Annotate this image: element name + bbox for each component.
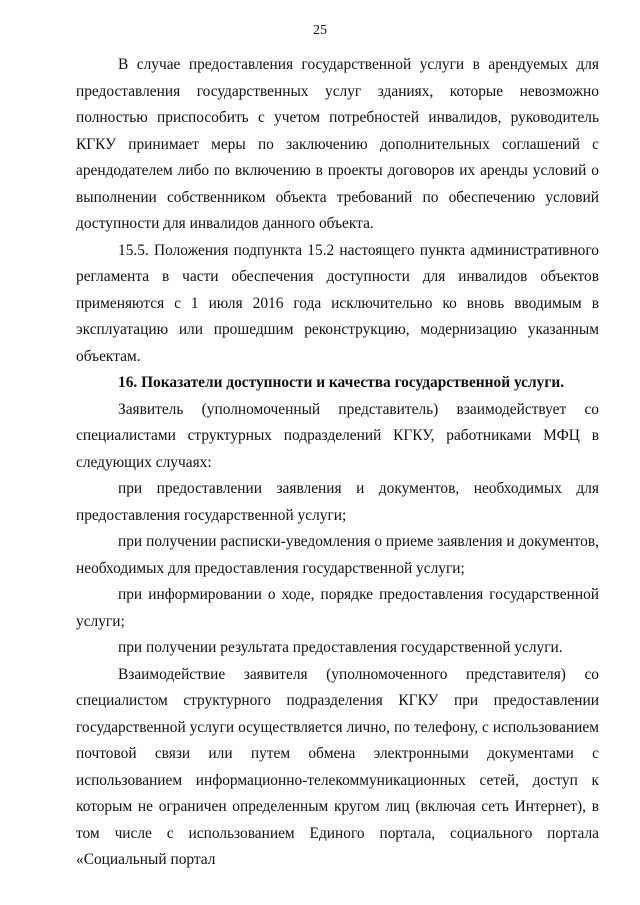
- paragraph-applicant-interaction: Заявитель (уполномоченный представитель) взаимодействует со специалистами структурных подразделений КГКУ, работниками МФЦ в следующих случаях:: [76, 400, 599, 471]
- list-item-submission: при предоставлении заявления и документов, необходимых для предоставления государственной услуги;: [76, 480, 599, 524]
- paragraph-15-5: 15.5. Положения подпункта 15.2 настоящего пункта административного регламента в части обеспечения доступности для инвалидов объектов применяются с 1 июля 2016 года исключительно ко вновь вводимым в эксплуатацию или прошедшим реконструкцию, модернизацию указанным объектам.: [76, 241, 599, 365]
- paragraph-interaction-methods: Взаимодействие заявителя (уполномоченного представителя) со специалистом структурного подразделения КГКУ при предоставлении государственной услуги осуществляется лично, по телефону, с использованием почтовой связи или путем обмена электронными документами с использованием информационно-телекоммуникационных сетей, доступ к которым не ограничен определенным кругом лиц (включая сеть Интернет), в том числе с использованием Единого портала, социального портала «Социальный портал: [76, 665, 599, 868]
- paragraph-rented-buildings: В случае предоставления государственной услуги в арендуемых для предоставления государственных услуг зданиях, которые невозможно полностью приспособить с учетом потребностей инвалидов, руководитель КГКУ принимает меры по заключению дополнительных соглашений с арендодателем либо по включению в проекты договоров их аренды условий о выполнении собственником объекта требований по обеспечению условий доступности для инвалидов данного объекта.: [76, 56, 599, 232]
- list-item-receipt: при получении расписки-уведомления о приеме заявления и документов, необходимых для предоставления государственной услуги;: [76, 533, 599, 577]
- section-heading-16: 16. Показатели доступности и качества государственной услуги.: [118, 374, 565, 391]
- document-body: [76, 52, 599, 874]
- list-item-result: при получении результата предоставления государственной услуги.: [118, 639, 563, 656]
- list-item-informing: при информировании о ходе, порядке предоставления государственной услуги;: [76, 586, 599, 630]
- page-number: 25: [313, 23, 327, 38]
